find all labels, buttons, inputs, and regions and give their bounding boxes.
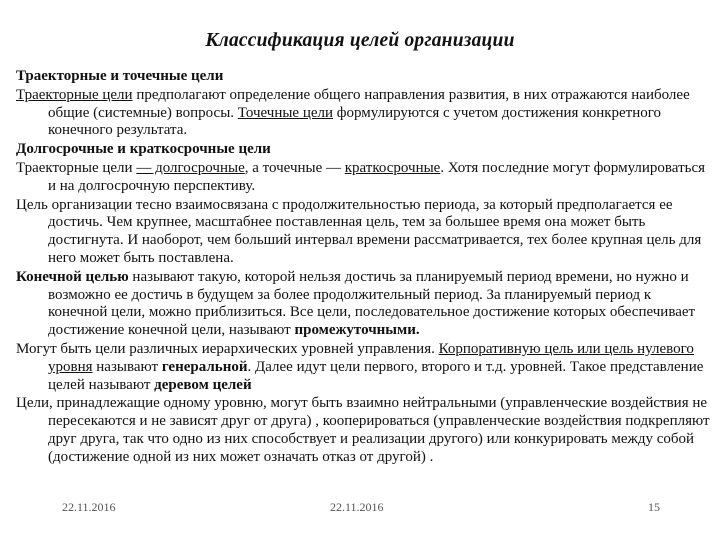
slide-title: Классификация целей организации <box>205 30 515 51</box>
term-goal-tree: деревом целей <box>154 376 252 393</box>
paragraph-trajectory <box>16 87 712 140</box>
paragraph-same-level: Цели, принадлежащие одному уровню, могут быть взаимно нейтральными (управленческие воздействия не пересекаются и не зависят друг от друга) , кооперироваться (управленческие воздействия подкрепляют друг друга, так что одно из них способствует и реализации другого) или конкурировать между собой (достижение одной из них может означать отказ от другой) . <box>16 395 710 465</box>
text: называют <box>92 358 162 375</box>
term-long-term: — долгосрочные <box>136 159 245 176</box>
text: формулируются с учетом достижения конкретного конечного результата. <box>48 104 662 139</box>
term-intermediate: промежуточными. <box>294 322 420 339</box>
text: . Далее идут цели первого, второго и т.д. уровней. Такое представление целей называют <box>48 358 704 393</box>
term-trajectory-goals: Траекторные цели <box>16 86 133 103</box>
paragraph-period: Цель организации тесно взаимосвязана с продолжительностью периода, за который предполагается ее достичь. Чем крупнее, масштабнее поставленная цель, тем за большее время она может быть достигнута. И наоборот, чем больший интервал времени рассматривается, тех более крупная цель для него может быть поставлена. <box>16 196 702 266</box>
text: . Хотя последние могут формулироваться и на долгосрочную перспективу. <box>48 159 706 194</box>
text: предполагают определение общего направления развития, в них отражаются наиболее общие (системные) вопросы. <box>48 86 690 121</box>
footer-date-mid: 22.11.2016 <box>330 500 384 514</box>
text: Могут быть цели различных иерархических уровней управления. <box>16 340 439 357</box>
heading-long-short-term: Долгосрочные и краткосрочные цели <box>16 141 271 158</box>
term-corporate-goal: Корпоративную цель или цель нулевого уровня <box>48 340 694 375</box>
term-short-term: краткосрочные <box>344 159 441 176</box>
text: называют такую, которой нельзя достичь за планируемый период времени, но нужно и возможно ее достичь в будущем за более продолжительный период. За планируемый период к конечной цели, можно приблизиться. Все цели, последовательное достижение которых обеспечивает достижение конечной цели, называют <box>48 268 696 339</box>
text: , а точечные — <box>244 159 345 176</box>
term-general: генеральной <box>161 358 248 375</box>
heading-trajectory-point: Траекторные и точечные цели <box>16 68 224 84</box>
term-final-goal: Конечной целью <box>16 268 129 285</box>
term-point-goals: Точечные цели <box>237 104 334 121</box>
slide-body <box>16 68 712 467</box>
footer-date-left: 22.11.2016 <box>62 500 116 514</box>
paragraph-hierarchy <box>16 341 712 394</box>
page-number: 15 <box>648 500 660 514</box>
paragraph-final-goal <box>16 269 712 340</box>
paragraph-long-short <box>16 160 712 196</box>
text: Траекторные цели <box>16 159 137 176</box>
